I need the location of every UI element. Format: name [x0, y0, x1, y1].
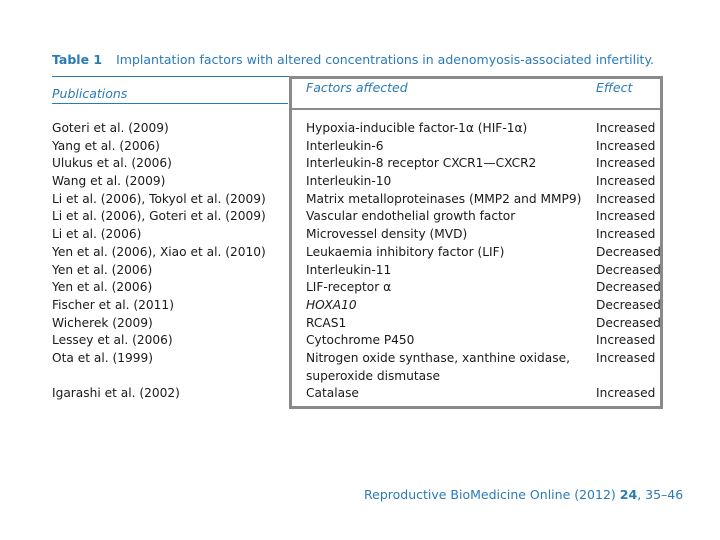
cell-effect: Increased	[596, 227, 656, 242]
cell-effect: Decreased	[596, 297, 661, 312]
cell-publication: Wicherek (2009)	[52, 315, 153, 330]
footer-journal: Reproductive BioMedicine Online (2012)	[364, 487, 616, 502]
table-row	[0, 173, 720, 191]
cell-factor: HOXA10	[306, 297, 357, 312]
table-row	[0, 120, 720, 138]
highlight-frame-divider	[292, 108, 660, 110]
table-row	[0, 262, 720, 280]
cell-effect: Increased	[596, 121, 656, 135]
header-effect: Effect	[596, 80, 633, 95]
footer-pages: , 35–46	[637, 487, 684, 502]
table-row	[0, 226, 720, 244]
table-body	[0, 120, 720, 403]
cell-factor: Microvessel density (MVD)	[306, 227, 468, 242]
cell-effect: Increased	[596, 156, 656, 171]
table-row	[0, 208, 720, 226]
cell-effect: Decreased	[596, 244, 661, 259]
cell-factor: Interleukin-11	[306, 262, 392, 277]
cell-publication: Yen et al. (2006), Xiao et al. (2010)	[52, 244, 266, 259]
table-title: Implantation factors with altered concentrations in adenomyosis-associated infertility.	[116, 52, 655, 67]
cell-publication: Lessey et al. (2006)	[52, 333, 173, 348]
cell-effect: Increased	[596, 333, 656, 348]
table-row	[0, 297, 720, 315]
cell-factor: Interleukin-6	[306, 138, 384, 153]
cell-factor: Hypoxia-inducible factor-1α (HIF-1α)	[306, 121, 528, 135]
cell-publication: Li et al. (2006)	[52, 227, 142, 242]
table-row	[0, 138, 720, 156]
cell-publication: Wang et al. (2009)	[52, 174, 166, 189]
cell-publication: Li et al. (2006), Goteri et al. (2009)	[52, 209, 266, 224]
table-row	[0, 350, 720, 385]
cell-publication: Ota et al. (1999)	[52, 350, 153, 365]
cell-effect: Decreased	[596, 280, 661, 295]
cell-effect: Increased	[596, 350, 656, 365]
table-row	[0, 155, 720, 173]
cell-effect: Decreased	[596, 262, 661, 277]
cell-factor: Interleukin-10	[306, 174, 392, 189]
header-publications: Publications	[52, 86, 288, 104]
table-row	[0, 244, 720, 262]
cell-factor: Leukaemia inhibitory factor (LIF)	[306, 244, 505, 259]
table-row	[0, 332, 720, 350]
cell-publication: Yen et al. (2006)	[52, 262, 153, 277]
header-factors-affected: Factors affected	[306, 80, 408, 95]
cell-factor: Nitrogen oxide synthase, xanthine oxidase, superoxide dismutase	[306, 350, 570, 383]
cell-effect: Decreased	[596, 315, 661, 330]
cell-factor: Interleukin-8 receptor CXCR1—CXCR2	[306, 156, 537, 171]
table-row	[0, 315, 720, 333]
footer-volume: 24	[619, 487, 638, 502]
cell-effect: Increased	[596, 209, 656, 224]
table-label: Table 1	[52, 52, 103, 67]
table-caption	[52, 52, 672, 67]
cell-publication: Igarashi et al. (2002)	[52, 386, 180, 401]
table-row	[0, 385, 720, 403]
cell-factor: Cytochrome P450	[306, 333, 415, 348]
cell-effect: Increased	[596, 386, 656, 401]
cell-publication: Fischer et al. (2011)	[52, 297, 174, 312]
cell-publication: Goteri et al. (2009)	[52, 121, 169, 135]
cell-effect: Increased	[596, 191, 656, 206]
cell-publication: Li et al. (2006), Tokyol et al. (2009)	[52, 191, 266, 206]
cell-publication: Ulukus et al. (2006)	[52, 156, 172, 171]
cell-factor: Catalase	[306, 386, 359, 401]
table-row	[0, 279, 720, 297]
header-top-rule	[52, 76, 290, 77]
cell-factor: Matrix metalloproteinases (MMP2 and MMP9)	[306, 191, 582, 206]
cell-effect: Increased	[596, 138, 656, 153]
cell-factor: RCAS1	[306, 315, 347, 330]
table-row	[0, 191, 720, 209]
citation-footer	[364, 487, 683, 502]
cell-factor: Vascular endothelial growth factor	[306, 209, 516, 224]
cell-factor: LIF-receptor α	[306, 280, 392, 295]
cell-publication: Yang et al. (2006)	[52, 138, 160, 153]
cell-publication: Yen et al. (2006)	[52, 280, 153, 295]
cell-effect: Increased	[596, 174, 656, 189]
